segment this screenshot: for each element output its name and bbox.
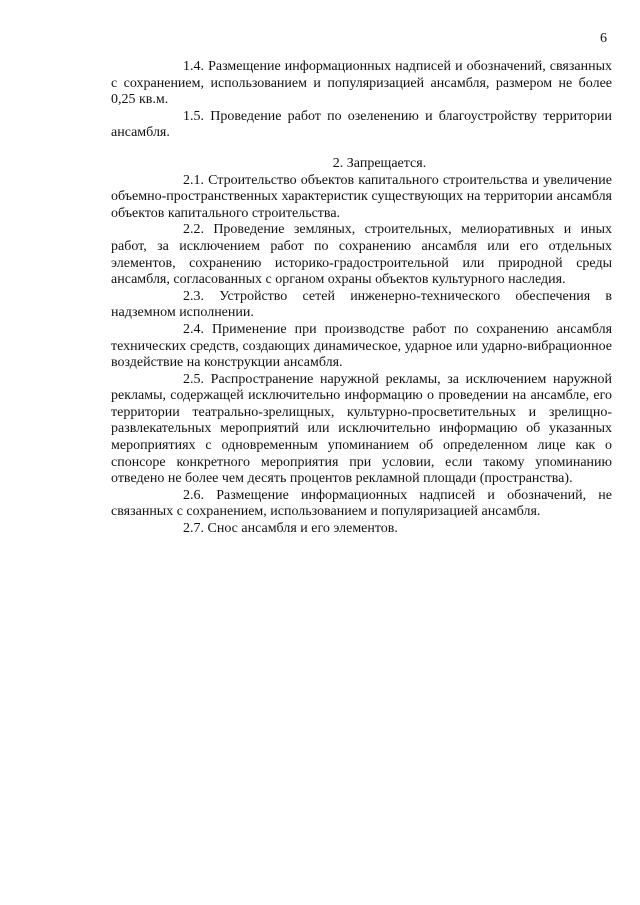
- page-number: 6: [600, 31, 607, 46]
- item-text: Устройство сетей инженерно-технического обеспечения в надземном исполнении.: [111, 288, 612, 321]
- item-text: Размещение информационных надписей и обозначений, связанных с сохранением, использованием и популяризацией ансамбля, размером не более 0,25 кв.м.: [111, 59, 612, 108]
- item-number: 2.7.: [183, 521, 204, 537]
- paragraph-1-4: [111, 59, 612, 109]
- item-number: 2.1.: [183, 172, 204, 188]
- paragraph-2-7: [111, 521, 612, 538]
- item-text: Строительство объектов капитального строительства и увеличение объемно-пространственных характеристик существующих на территории ансамбля объектов капитального строительства.: [111, 172, 612, 221]
- paragraph-1-5: [111, 109, 612, 142]
- item-number: 2.3.: [183, 288, 204, 304]
- paragraph-2-2: [111, 222, 612, 288]
- item-number: 2.2.: [183, 222, 204, 238]
- item-number: 2.4.: [183, 321, 204, 337]
- item-text: Проведение работ по озеленению и благоустройству территории ансамбля.: [111, 108, 612, 141]
- item-text: Распространение наружной рекламы, за исключением наружной рекламы, содержащей исключительно информацию о проведении на ансамбле, его территории театрально-зрелищных, культурно-просветительных и зрелищно-развлекательных мероприятий или исключительно информацию об указанных мероприятиях с одновременным упоминанием об определенном лице как о спонсоре конкретного мероприятия при условии, если такому упоминанию отведено не более чем десять процентов рекламной площади (пространства).: [111, 371, 613, 487]
- item-number: 2.6.: [183, 487, 204, 503]
- item-number: 1.4.: [183, 59, 204, 74]
- paragraph-2-1: [111, 173, 612, 223]
- document-body: [111, 59, 612, 538]
- paragraph-2-3: [111, 289, 612, 322]
- item-text: Проведение земляных, строительных, мелиоративных и иных работ, за исключением работ по сохранению ансамбля или его отдельных элементов, сохранению историко-градостроительной или природной среды ансамбля, согласованных с органом охраны объектов культурного наследия.: [111, 222, 612, 288]
- item-number: 2.5.: [183, 371, 204, 387]
- item-text: Применение при производстве работ по сохранению ансамбля технических средств, создающих динамическое, ударное или ударно-вибрационное воздействие на конструкции ансамбля.: [111, 321, 613, 371]
- paragraph-2-5: [111, 372, 612, 488]
- item-number: 1.5.: [183, 108, 204, 124]
- item-text: Снос ансамбля и его элементов.: [207, 521, 398, 537]
- paragraph-2-4: [111, 322, 612, 372]
- section-heading: 2. Запрещается.: [332, 155, 427, 171]
- paragraph-2-6: [111, 488, 612, 521]
- item-text: Размещение информационных надписей и обозначений, не связанных с сохранением, использованием и популяризацией ансамбля.: [111, 487, 612, 520]
